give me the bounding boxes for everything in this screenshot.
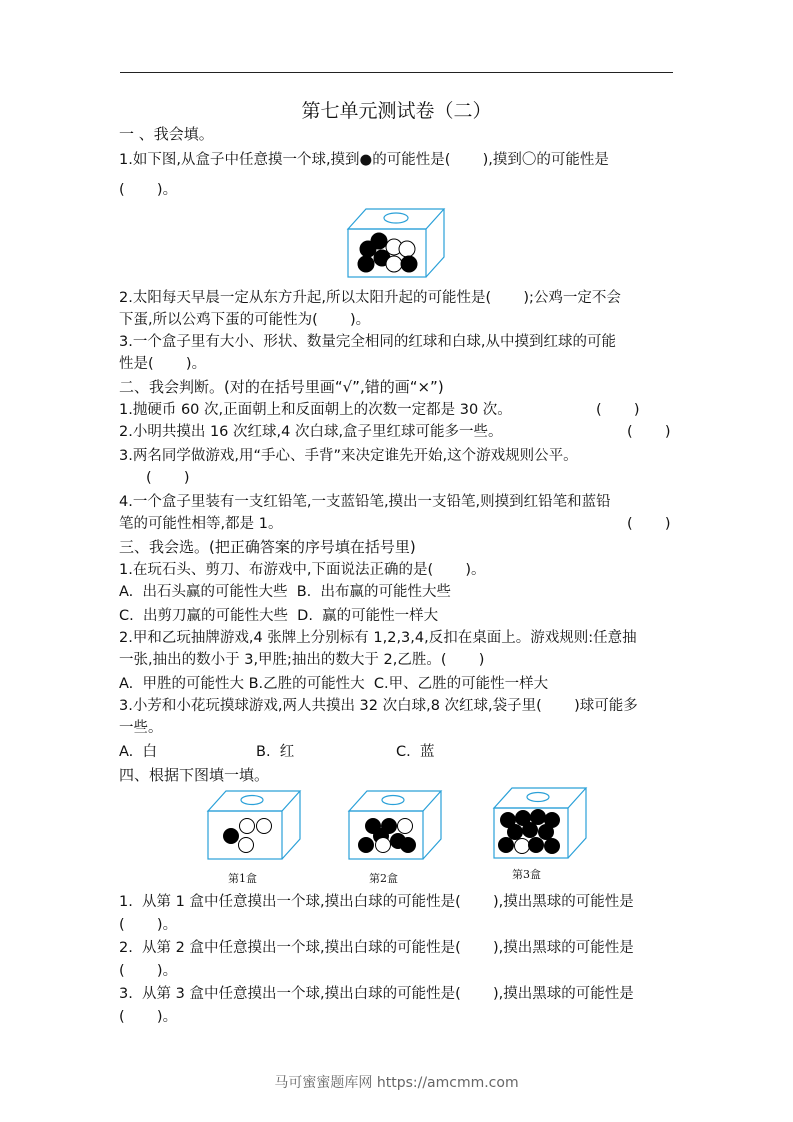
box-2-caption: 第2盒 — [369, 872, 398, 885]
s3-q2-options: A. 甲胜的可能性大 B.乙胜的可能性大 C.甲、乙胜的可能性一样大 — [119, 676, 549, 692]
s2-q2: 2.小明共摸出 16 次红球,4 次白球,盒子里红球可能多一些。 — [119, 424, 503, 440]
box-3-illustration — [490, 786, 590, 860]
s1-q1-line2: ( )。 — [119, 182, 178, 198]
s1-q1-line1: 1.如下图,从盒子中任意摸一个球,摸到●的可能性是( ),摸到〇的可能性是 — [119, 152, 609, 168]
footer-site-link[interactable]: 马可蜜蜜题库网 https://amcmm.com — [274, 1075, 519, 1091]
page-title: 第七单元测试卷（二） — [301, 100, 492, 122]
s3-q3-option-b: B. 红 — [256, 744, 295, 760]
s2-q4-answer-paren: ( ) — [627, 516, 671, 532]
box-1-illustration — [204, 789, 304, 861]
box-1-caption: 第1盒 — [228, 872, 257, 885]
s1-q3-line1: 3.一个盒子里有大小、形状、数量完全相同的红球和白球,从中摸到红球的可能 — [119, 334, 616, 350]
section-2-heading: 二、我会判断。(对的在括号里画“√”,错的画“×”) — [119, 378, 444, 396]
s2-q4-line2: 笔的可能性相等,都是 1。 — [119, 516, 283, 532]
s2-q2-answer-paren: ( ) — [627, 424, 671, 440]
s4-q2-line2: ( )。 — [119, 963, 178, 979]
s4-q1-line2: ( )。 — [119, 917, 178, 933]
s2-q3: 3.两名同学做游戏,用“手心、手背”来决定谁先开始,这个游戏规则公平。 — [119, 448, 578, 464]
s4-q1-line1: 1. 从第 1 盒中任意摸出一个球,摸出白球的可能性是( ),摸出黑球的可能性是 — [119, 894, 634, 910]
s2-q4-line1: 4.一个盒子里装有一支红铅笔,一支蓝铅笔,摸出一支铅笔,则摸到红铅笔和蓝铅 — [119, 494, 611, 510]
s3-q1-options-cd: C. 出剪刀赢的可能性大些 D. 赢的可能性一样大 — [119, 608, 439, 624]
s3-q2-line2: 一张,抽出的数小于 3,甲胜;抽出的数大于 2,乙胜。( ) — [119, 652, 485, 668]
s1-q2-line1: 2.太阳每天早晨一定从东方升起,所以太阳升起的可能性是( );公鸡一定不会 — [119, 290, 621, 306]
s1-q2-line2: 下蛋,所以公鸡下蛋的可能性为( )。 — [119, 312, 371, 328]
s4-q3-line2: ( )。 — [119, 1009, 178, 1025]
s3-q1: 1.在玩石头、剪刀、布游戏中,下面说法正确的是( )。 — [119, 562, 486, 578]
s2-q1-answer-paren: ( ) — [596, 402, 640, 418]
s3-q3-line2: 一些。 — [119, 720, 163, 736]
s3-q3-option-c: C. 蓝 — [396, 744, 435, 760]
box-3-caption: 第3盒 — [512, 868, 541, 881]
section-4-heading: 四、根据下图填一填。 — [119, 766, 270, 784]
s1-q3-line2: 性是( )。 — [119, 356, 207, 372]
s3-q3-option-a: A. 白 — [119, 744, 157, 760]
s4-q2-line1: 2. 从第 2 盒中任意摸出一个球,摸出白球的可能性是( ),摸出黑球的可能性是 — [119, 940, 634, 956]
section-3-heading: 三、我会选。(把正确答案的序号填在括号里) — [119, 538, 416, 556]
s4-q3-line1: 3. 从第 3 盒中任意摸出一个球,摸出白球的可能性是( ),摸出黑球的可能性是 — [119, 986, 634, 1002]
top-rule — [120, 72, 673, 73]
box-2-illustration — [345, 789, 445, 861]
s2-q1: 1.抛硬币 60 次,正面朝上和反面朝上的次数一定都是 30 次。 — [119, 402, 512, 418]
s3-q3-line1: 3.小芳和小花玩摸球游戏,两人共摸出 32 次白球,8 次红球,袋子里( )球可能多 — [119, 698, 638, 714]
section-1-heading: 一 、我会填。 — [119, 125, 214, 143]
s3-q2-line1: 2.甲和乙玩抽牌游戏,4 张牌上分别标有 1,2,3,4,反扣在桌面上。游戏规则:任意抽 — [119, 630, 637, 646]
s3-q1-options-ab: A. 出石头赢的可能性大些 B. 出布赢的可能性大些 — [119, 584, 451, 600]
ball-box-illustration — [344, 207, 448, 279]
s2-q3-answer-paren: ( ) — [146, 470, 190, 486]
